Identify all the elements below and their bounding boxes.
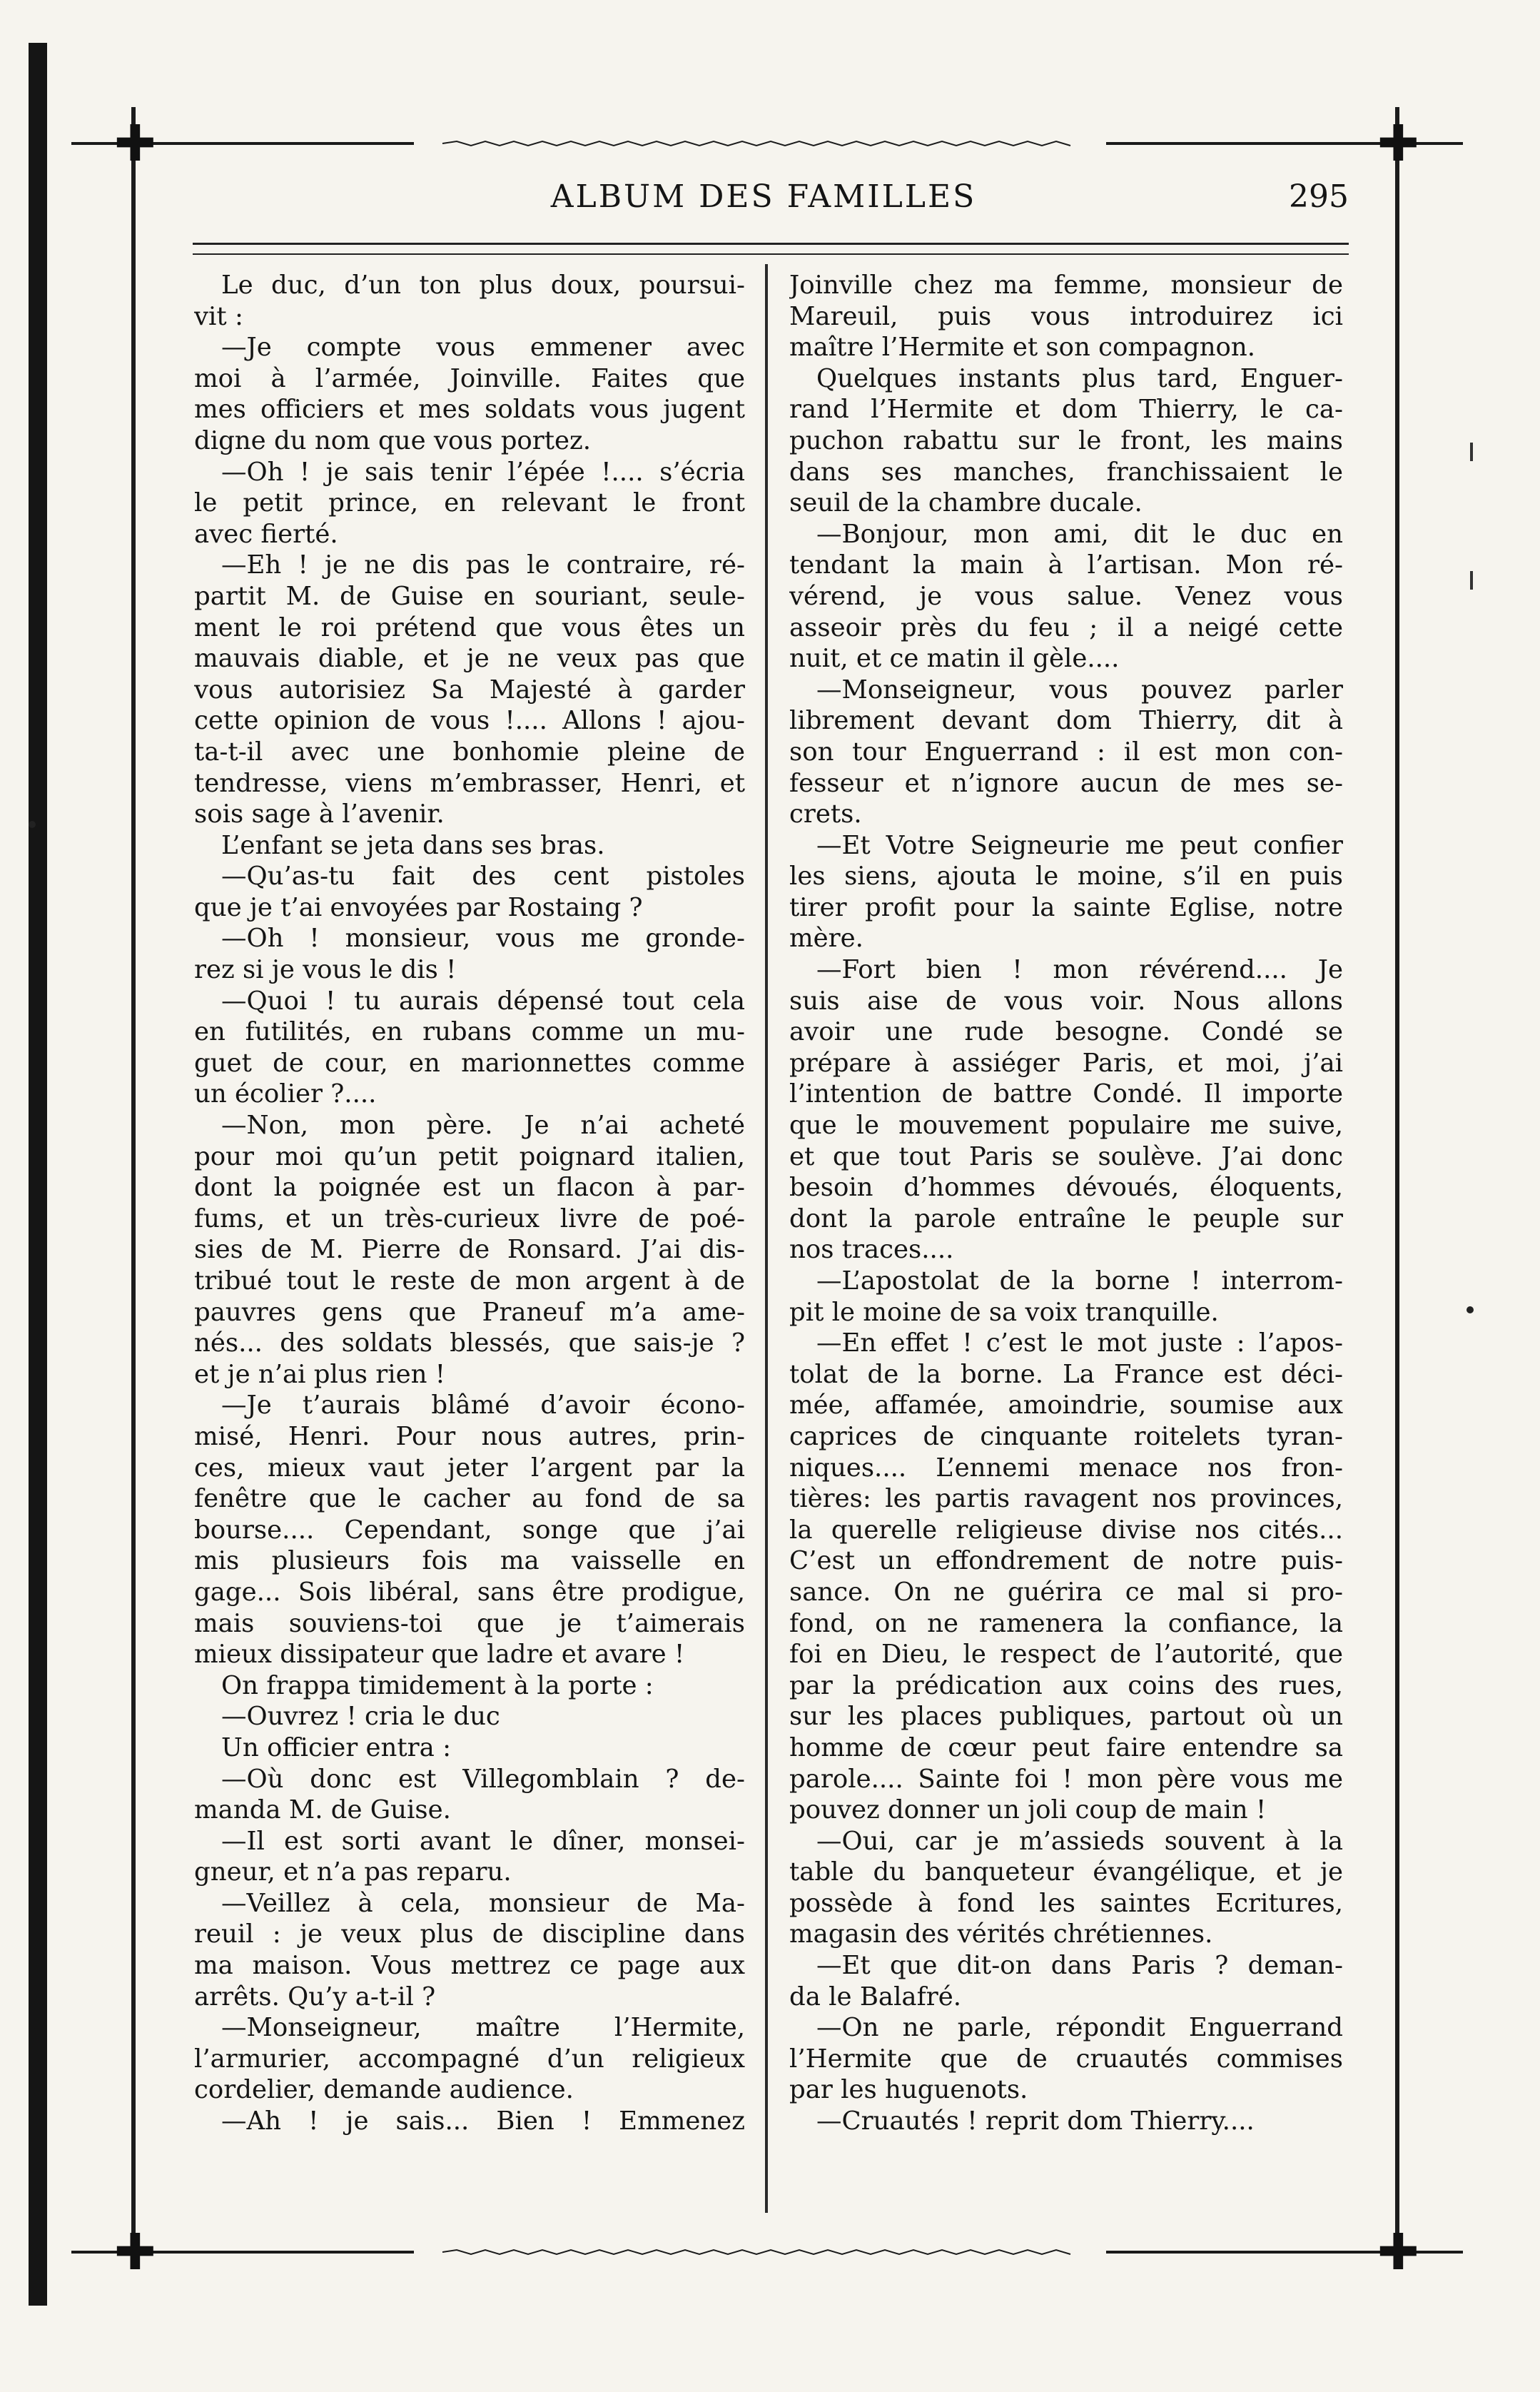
text-line: nos traces.... [789,1235,954,1265]
frame-right-rule [1395,107,1399,2241]
left-margin-bar [29,43,47,2306]
text-line: guet de cour, en marionnettes comme [194,1048,745,1078]
text-line: parole.... Sainte foi ! mon père vous me [789,1764,1343,1794]
text-line: L’enfant se jeta dans ses bras. [221,830,605,860]
text-line: —Il est sorti avant le dîner, monsei- [221,1826,745,1856]
text-line: l’intention de battre Condé. Il importe [789,1079,1343,1109]
left-text-column [194,270,745,2211]
text-line: mais souviens-toi que je t’aimerais [194,1608,745,1638]
text-line: cordelier, demande audience. [194,2075,574,2105]
text-line: —Je compte vous emmener avec [221,333,745,363]
text-line: tribué tout le reste de mon argent à de [194,1266,745,1296]
text-line: arrêts. Qu’y a-t-il ? [194,1982,436,2012]
corner-ornament-bottom-right: ✚ [1377,2223,1419,2281]
text-line: digne du nom que vous portez. [194,425,592,455]
text-line: —Je t’aurais blâmé d’avoir écono- [221,1391,745,1420]
text-line: moi à l’armée, Joinville. Faites que [194,363,745,393]
text-line: par la prédication aux coins des rues, [789,1670,1343,1700]
text-line: cette opinion de vous !.... Allons ! ajou- [194,706,745,736]
text-line: rand l’Hermite et dom Thierry, le ca- [789,395,1343,425]
text-line: ment le roi prétend que vous êtes un [194,612,745,642]
text-line: —Cruautés ! reprit dom Thierry.... [816,2106,1255,2136]
text-line: nuit, et ce matin il gèle.... [789,644,1120,674]
text-line: foi en Dieu, le respect de l’autorité, que [789,1640,1343,1670]
text-line: tirer profit pour la sainte Eglise, notre [789,892,1343,922]
text-line: —Quoi ! tu aurais dépensé tout cela [221,986,745,1016]
text-line: fesseur et n’ignore aucun de mes se- [789,768,1343,798]
text-line: l’armurier, accompagné d’un religieux [194,2044,745,2074]
text-line: fenêtre que le cacher au fond de sa [194,1484,745,1514]
text-line: ta-t-il avec une bonhomie pleine de [194,737,745,767]
text-line: mère. [789,924,863,954]
text-line: nés... des soldats blessés, que sais-je ? [194,1328,745,1358]
running-title: ALBUM DES FAMILLES [550,178,977,215]
text-line: avoir une rude besogne. Condé se [789,1017,1343,1047]
corner-ornament-bottom-left: ✚ [114,2223,156,2281]
text-line: mis plusieurs fois ma vaisselle en [194,1546,745,1576]
text-line: pauvres gens que Praneuf m’a ame- [194,1297,745,1327]
text-line: ces, mieux vaut jeter l’argent par la [194,1453,745,1483]
text-line: —Bonjour, mon ami, dit le duc en [816,519,1343,549]
text-line: tolat de la borne. La France est déci- [789,1359,1343,1389]
text-line: dans ses manches, franchissaient le [789,457,1343,487]
margin-mark [1470,443,1473,461]
text-line: homme de cœur peut faire entendre sa [789,1732,1343,1762]
text-line: —Monseigneur, vous pouvez parler [816,675,1343,705]
text-line: tendant la main à l’artisan. Mon ré- [789,550,1343,580]
text-line: —L’apostolat de la borne ! interrom- [816,1266,1343,1296]
text-line: —Eh ! je ne dis pas le contraire, ré- [221,550,745,580]
text-line: mes officiers et mes soldats vous jugent [194,395,745,425]
frame-top-rule [71,140,1463,147]
text-line: le petit prince, en relevant le front [194,488,745,518]
text-line: —Veillez à cela, monsieur de Ma- [221,1888,745,1918]
text-line: pour moi qu’un petit poignard italien, [194,1141,745,1171]
text-line: magasin des vérités chrétiennes. [789,1919,1213,1949]
text-line: l’Hermite que de cruautés commises [789,2044,1343,2074]
text-line: fums, et un très-curieux livre de poé- [194,1203,745,1233]
text-line: —On ne parle, répondit Enguerrand [816,2013,1343,2043]
text-line: —Oh ! je sais tenir l’épée !.... s’écria [221,457,745,487]
text-line: besoin d’hommes dévoués, éloquents, [789,1173,1343,1203]
text-line: da le Balafré. [789,1982,961,2012]
corner-ornament-top-left: ✚ [114,114,156,173]
text-line: fond, on ne ramenera la confiance, la [789,1608,1343,1638]
text-line: vous autorisiez Sa Majesté à garder [194,675,745,705]
text-line: crets. [789,799,862,829]
text-line: les siens, ajouta le moine, s’il en puis [789,862,1343,892]
text-line: caprices de cinquante roitelets tyran- [789,1421,1343,1451]
text-line: manda M. de Guise. [194,1795,451,1825]
text-line: maître l’Hermite et son compagnon. [789,333,1256,363]
text-line: Le duc, d’un ton plus doux, poursui- [221,271,745,300]
text-line: suis aise de vous voir. Nous allons [789,986,1343,1016]
text-line: pit le moine de sa voix tranquille. [789,1297,1219,1327]
text-line: —Monseigneur, maître l’Hermite, [221,2013,745,2043]
text-line: mieux dissipateur que ladre et avare ! [194,1640,685,1670]
text-line: On frappa timidement à la porte : [221,1670,654,1700]
text-line: tendresse, viens m’embrasser, Henri, et [194,768,745,798]
text-line: vérend, je vous salue. Venez vous [789,581,1343,611]
text-line: Un officier entra : [221,1732,452,1762]
text-line: et que tout Paris se soulève. J’ai donc [789,1141,1343,1171]
text-line: —Et que dit-on dans Paris ? deman- [816,1951,1343,1981]
text-line: —Oui, car je m’assieds souvent à la [816,1826,1343,1856]
page-number: 295 [1289,178,1349,215]
column-divider [765,264,768,2213]
text-line: que le mouvement populaire me suive, [789,1111,1343,1141]
text-line: —Ouvrez ! cria le duc [221,1702,500,1732]
text-line: puchon rabattu sur le front, les mains [789,425,1343,455]
text-line: Quelques instants plus tard, Enguer- [816,363,1343,393]
text-line: gneur, et n’a pas reparu. [194,1857,512,1887]
text-line: librement devant dom Thierry, dit à [789,706,1343,736]
text-line: niques.... L’ennemi menace nos fron- [789,1453,1343,1483]
frame-bottom-rule [71,2249,1463,2256]
header-rule [193,243,1349,255]
text-line: —Qu’as-tu fait des cent pistoles [221,862,745,892]
text-line: ma maison. Vous mettrez ce page aux [194,1951,745,1981]
text-line: reuil : je veux plus de discipline dans [194,1919,745,1949]
frame-left-rule [131,107,136,2241]
text-line: en futilités, en rubans comme un mu- [194,1017,745,1047]
text-line: que je t’ai envoyées par Rostaing ? [194,892,643,922]
text-line: —Oh ! monsieur, vous me gronde- [221,924,745,954]
text-line: rez si je vous le dis ! [194,955,457,985]
text-line: sance. On ne guérira ce mal si pro- [789,1577,1343,1607]
text-line: —Non, mon père. Je n’ai acheté [221,1111,745,1141]
text-line: avec fierté. [194,519,338,549]
text-line: un écolier ?.... [194,1079,377,1109]
text-line: —En effet ! c’est le mot juste : l’apos- [816,1328,1343,1358]
text-line: —Où donc est Villegomblain ? de- [221,1764,745,1794]
text-line: pouvez donner un joli coup de main ! [789,1795,1267,1825]
text-line: asseoir près du feu ; il a neigé cette [789,612,1343,642]
text-line: C’est un effondrement de notre puis- [789,1546,1343,1576]
text-line: gage... Sois libéral, sans être prodigue, [194,1577,745,1607]
text-line: sies de M. Pierre de Ronsard. J’ai dis- [194,1235,745,1265]
text-line: —Ah ! je sais... Bien ! Emmenez [221,2106,745,2136]
text-line: —Fort bien ! mon révérend.... Je [816,955,1343,985]
right-text-column [789,270,1343,2211]
text-line: prépare à assiéger Paris, et moi, j’ai [789,1048,1343,1078]
margin-dot [1466,1306,1474,1313]
text-line: sois sage à l’avenir. [194,799,445,829]
text-line: Mareuil, puis vous introduirez ici [789,301,1343,331]
text-line: sur les places publiques, partout où un [789,1702,1343,1732]
text-line: la querelle religieuse divise nos cités... [789,1515,1343,1545]
text-line: —Et Votre Seigneurie me peut confier [816,830,1343,860]
margin-dot [29,821,36,828]
margin-mark [1470,571,1473,590]
text-line: son tour Enguerrand : il est mon con- [789,737,1343,767]
text-line: misé, Henri. Pour nous autres, prin- [194,1421,745,1451]
text-line: mauvais diable, et je ne veux pas que [194,644,745,674]
corner-ornament-top-right: ✚ [1377,114,1419,173]
text-line: bourse.... Cependant, songe que j’ai [194,1515,745,1545]
text-line: table du banqueteur évangélique, et je [789,1857,1343,1887]
text-line: mée, affamée, amoindrie, soumise aux [789,1391,1343,1420]
text-line: tières: les partis ravagent nos provinces, [789,1484,1343,1514]
text-line: par les huguenots. [789,2075,1028,2105]
text-line: possède à fond les saintes Ecritures, [789,1888,1343,1918]
text-line: Joinville chez ma femme, monsieur de [789,271,1343,300]
text-line: dont la parole entraîne le peuple sur [789,1203,1343,1233]
text-line: dont la poignée est un flacon à par- [194,1173,745,1203]
page-header [178,178,1349,228]
text-line: et je n’ai plus rien ! [194,1359,446,1389]
text-line: seuil de la chambre ducale. [789,488,1143,518]
text-line: partit M. de Guise en souriant, seule- [194,581,745,611]
text-line: vit : [194,301,243,331]
